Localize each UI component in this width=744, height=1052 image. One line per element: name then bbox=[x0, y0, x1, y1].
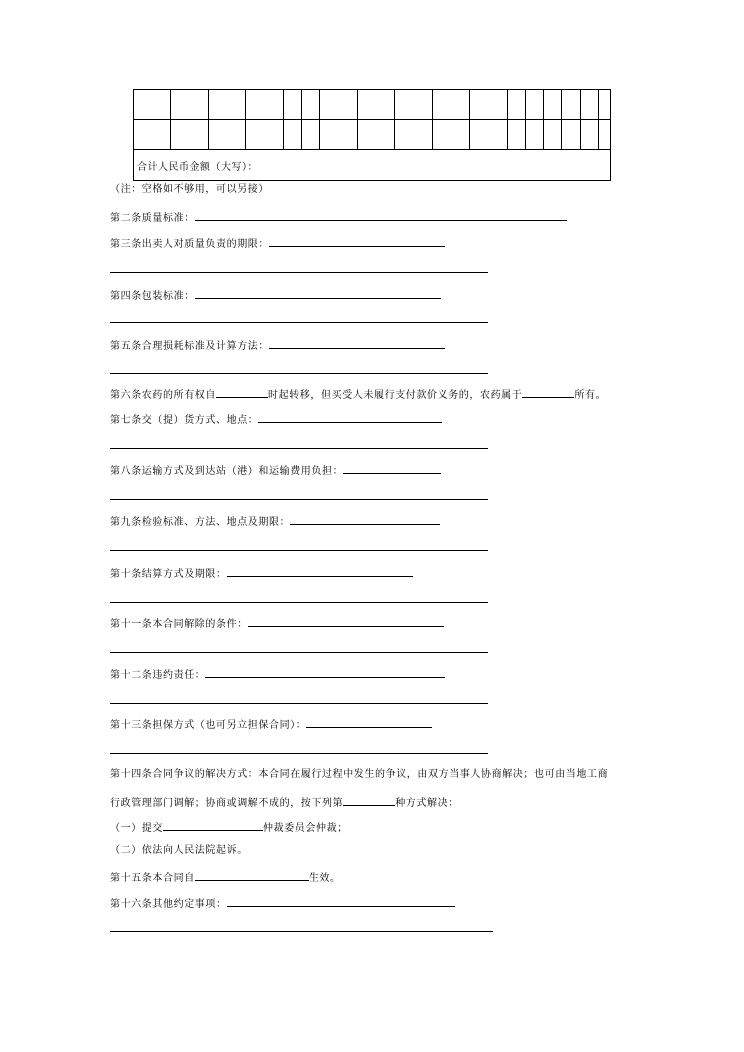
table-cell[interactable] bbox=[580, 120, 598, 150]
clause-12-extra-line[interactable] bbox=[110, 703, 488, 704]
table-cell[interactable] bbox=[171, 120, 208, 150]
table-cell[interactable] bbox=[357, 120, 394, 150]
clause-5-blank[interactable] bbox=[269, 337, 445, 349]
table-cell[interactable] bbox=[246, 120, 283, 150]
clause-6 bbox=[110, 386, 606, 403]
table-cell[interactable] bbox=[598, 120, 610, 150]
table-cell[interactable] bbox=[470, 120, 507, 150]
clause-5-label: 第五条合理损耗标准及计算方法： bbox=[110, 341, 269, 352]
option-1-part-a: （一）提交 bbox=[110, 823, 163, 834]
table-cell[interactable] bbox=[134, 120, 171, 150]
clause-13-blank[interactable] bbox=[306, 716, 432, 728]
table-cell[interactable] bbox=[562, 90, 580, 120]
clause-14-option-2: （二）依法向人民法院起诉。 bbox=[110, 845, 248, 856]
clause-6-part-c: 所有。 bbox=[574, 390, 607, 401]
clause-14-line-1: 第十四条合同争议的解决方式：本合同在履行过程中发生的争议，由双方当事人协商解决；也可由当地工商 bbox=[110, 769, 609, 780]
table-row bbox=[134, 120, 611, 150]
table-cell[interactable] bbox=[357, 90, 394, 120]
clause-13-label: 第十三条担保方式（也可另立担保合同）： bbox=[110, 720, 307, 731]
clause-3 bbox=[110, 235, 445, 252]
clause-5-extra-line[interactable] bbox=[110, 373, 488, 374]
table-cell[interactable] bbox=[580, 90, 598, 120]
clause-11-label: 第十一条本合同解除的条件： bbox=[110, 619, 248, 630]
clause-10-extra-line[interactable] bbox=[110, 602, 488, 603]
clause-4-blank[interactable] bbox=[195, 287, 441, 299]
clause-4-extra-line[interactable] bbox=[110, 322, 488, 323]
table-cell[interactable] bbox=[525, 120, 543, 150]
clause-4 bbox=[110, 287, 441, 304]
clause-6-date-blank[interactable] bbox=[216, 386, 268, 398]
table-cell[interactable] bbox=[302, 120, 320, 150]
table-cell[interactable] bbox=[134, 90, 171, 120]
clause-16-blank[interactable] bbox=[227, 895, 455, 907]
clause-3-blank[interactable] bbox=[269, 235, 445, 247]
clause-9-blank[interactable] bbox=[290, 513, 440, 525]
table-cell[interactable] bbox=[544, 120, 562, 150]
table-cell[interactable] bbox=[283, 90, 301, 120]
clause-5 bbox=[110, 337, 445, 354]
clause-12 bbox=[110, 666, 445, 683]
clause-8-extra-line[interactable] bbox=[110, 499, 488, 500]
clause-6-part-b: 时起转移，但买受人未履行支付款价义务的，农药属于 bbox=[268, 390, 523, 401]
clause-9-label: 第九条检验标准、方法、地点及期限： bbox=[110, 517, 291, 528]
clause-7-blank[interactable] bbox=[258, 411, 442, 423]
table-cell[interactable] bbox=[525, 90, 543, 120]
clause-3-extra-line[interactable] bbox=[110, 272, 488, 273]
table-cell[interactable] bbox=[507, 90, 525, 120]
table-cell[interactable] bbox=[470, 90, 507, 120]
clause-15-blank[interactable] bbox=[195, 869, 309, 881]
table-total-row bbox=[134, 150, 611, 181]
clause-4-label: 第四条包装标准： bbox=[110, 291, 195, 302]
clause-8-label: 第八条运输方式及到达站（港）和运输费用负担： bbox=[110, 466, 344, 477]
table-cell[interactable] bbox=[507, 120, 525, 150]
clause-7-label: 第七条交（提）货方式、地点： bbox=[110, 415, 259, 426]
table-cell[interactable] bbox=[395, 90, 432, 120]
table-cell[interactable] bbox=[208, 90, 245, 120]
clause-14-line-2 bbox=[110, 794, 459, 811]
table-cell[interactable] bbox=[208, 120, 245, 150]
clause-8-blank[interactable] bbox=[343, 462, 441, 474]
table-cell[interactable] bbox=[598, 90, 610, 120]
clause-14-part-b1: 行政管理部门调解；协商或调解不成的，按下列第 bbox=[110, 798, 344, 809]
clause-15 bbox=[110, 869, 341, 886]
clause-14-option-1 bbox=[110, 819, 348, 836]
clause-11-extra-line[interactable] bbox=[110, 652, 488, 653]
clause-14-option-blank[interactable] bbox=[343, 794, 395, 806]
goods-table bbox=[133, 89, 611, 179]
clause-10-label: 第十条结算方式及期限： bbox=[110, 569, 227, 580]
total-amount-label[interactable]: 合计人民币金额（大写）： bbox=[134, 150, 611, 181]
table-cell[interactable] bbox=[320, 90, 357, 120]
table-cell[interactable] bbox=[432, 90, 469, 120]
clause-16-label: 第十六条其他约定事项： bbox=[110, 899, 227, 910]
clause-9-extra-line[interactable] bbox=[110, 550, 488, 551]
clause-16-extra-line[interactable] bbox=[110, 931, 493, 932]
table-cell[interactable] bbox=[320, 120, 357, 150]
table-cell[interactable] bbox=[283, 120, 301, 150]
clause-12-label: 第十二条违约责任： bbox=[110, 670, 206, 681]
table-cell[interactable] bbox=[302, 90, 320, 120]
clause-2-label: 第二条质量标准： bbox=[110, 213, 195, 224]
clause-7 bbox=[110, 411, 442, 428]
clause-2-blank[interactable] bbox=[195, 209, 567, 221]
clause-11-blank[interactable] bbox=[248, 615, 444, 627]
clause-7-extra-line[interactable] bbox=[110, 448, 488, 449]
table-cell[interactable] bbox=[171, 90, 208, 120]
clause-13-extra-line[interactable] bbox=[110, 753, 488, 754]
table-cell[interactable] bbox=[544, 90, 562, 120]
clause-9 bbox=[110, 513, 440, 530]
clause-8 bbox=[110, 462, 441, 479]
table-cell[interactable] bbox=[562, 120, 580, 150]
clause-12-blank[interactable] bbox=[205, 666, 445, 678]
clause-16 bbox=[110, 895, 455, 912]
clause-11 bbox=[110, 615, 444, 632]
clause-10-blank[interactable] bbox=[227, 565, 413, 577]
clause-14-part-b2: 种方式解决： bbox=[395, 798, 459, 809]
clause-3-label: 第三条出卖人对质量负责的期限： bbox=[110, 239, 269, 250]
clause-15-part-b: 生效。 bbox=[308, 873, 341, 884]
clause-10 bbox=[110, 565, 413, 582]
table-row bbox=[134, 90, 611, 120]
table-cell[interactable] bbox=[246, 90, 283, 120]
table-cell[interactable] bbox=[395, 120, 432, 150]
arbitration-commission-blank[interactable] bbox=[163, 819, 263, 831]
clause-6-owner-blank[interactable] bbox=[522, 386, 574, 398]
note-text: （注：空格如不够用，可以另接） bbox=[110, 184, 269, 195]
clause-6-part-a: 第六条农药的所有权自 bbox=[110, 390, 216, 401]
clause-2 bbox=[110, 209, 567, 226]
table-cell[interactable] bbox=[432, 120, 469, 150]
option-1-part-b: 仲裁委员会仲裁； bbox=[263, 823, 348, 834]
clause-15-part-a: 第十五条本合同自 bbox=[110, 873, 195, 884]
clause-13 bbox=[110, 716, 432, 733]
